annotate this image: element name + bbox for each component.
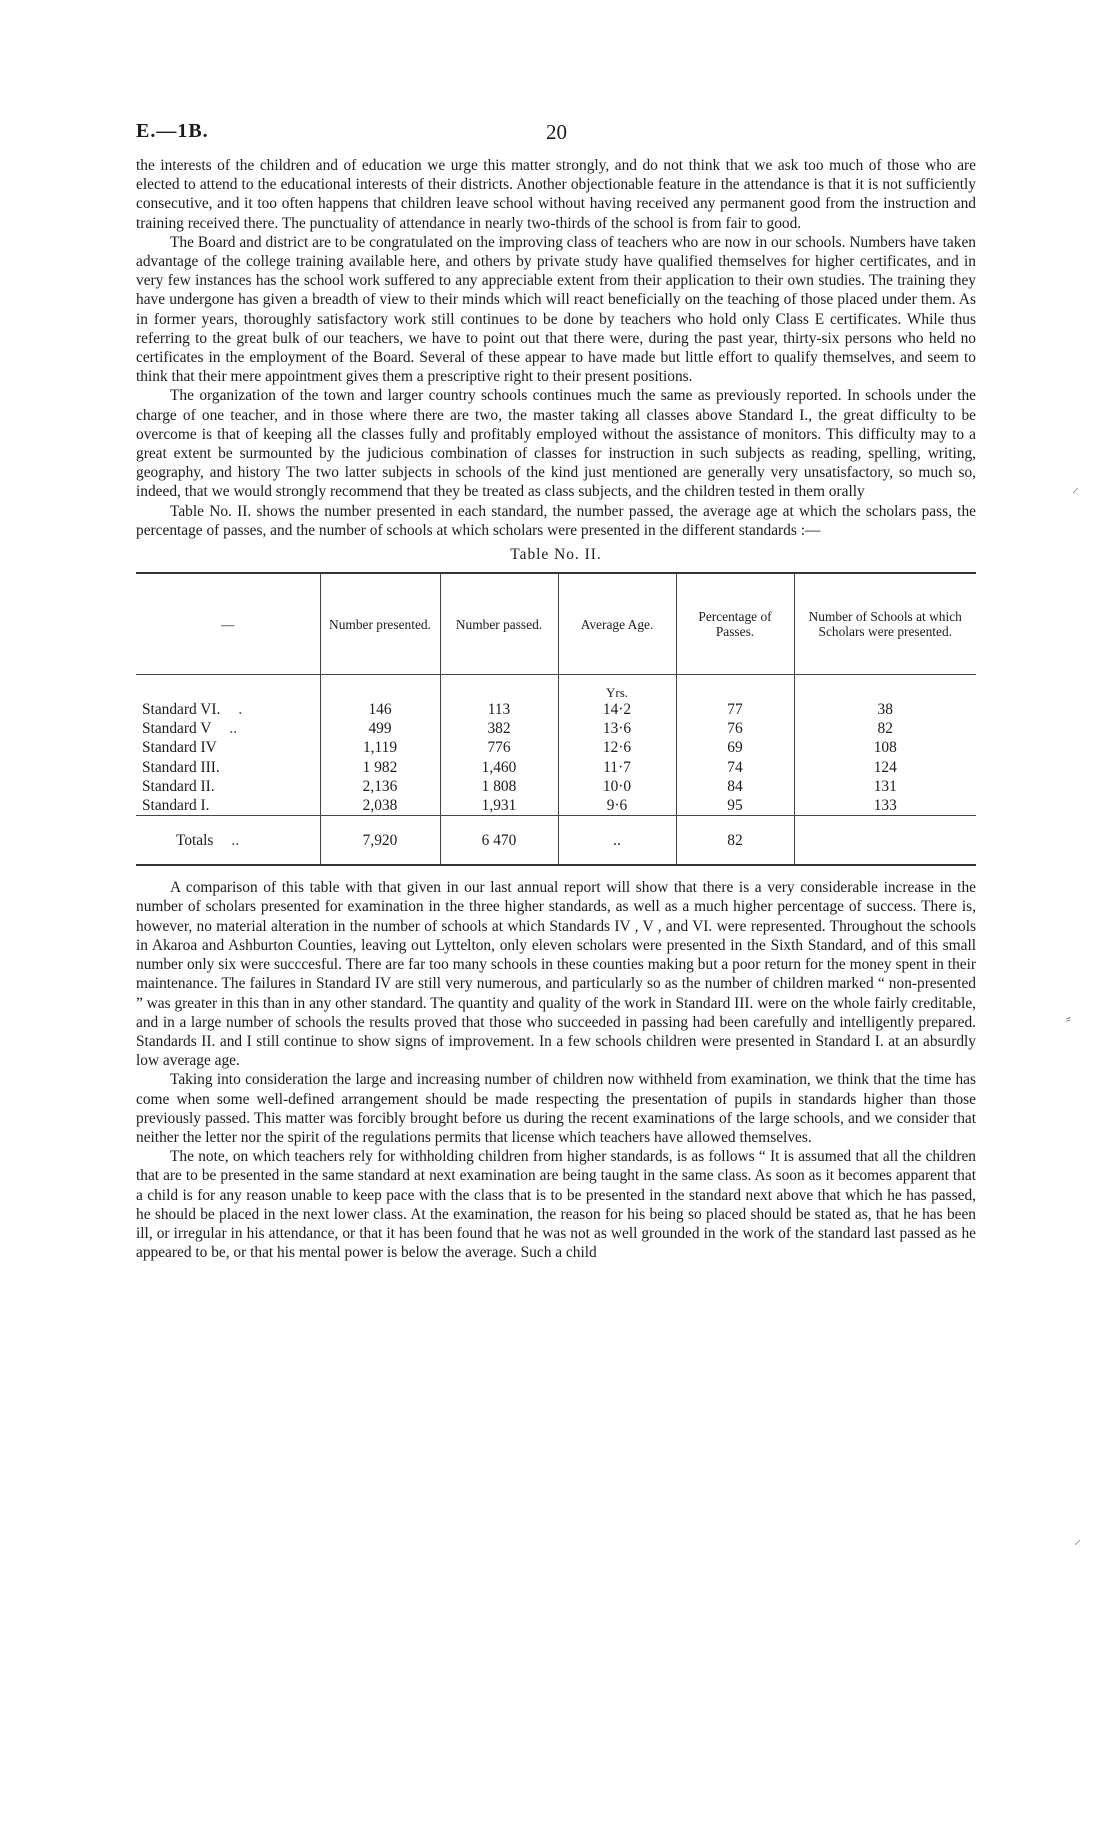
cell-passed: 1 808 <box>440 777 558 796</box>
total-schools <box>794 816 976 866</box>
header-passed: Number passed. <box>440 573 558 675</box>
paragraph: The organization of the town and larger country schools continues much the same as previously reported. In schools under the charge of one teacher, and in those where there are two, the master taking all classes above Standard I., the great difficulty to be overcome is that of keeping all the classes fully and profitably employed without the assistance of monitors. This difficulty may to a great extent be surmounted by the judicious combination of classes for instruction in such subjects as reading, spelling, writing, geography, and history The two latter subjects in schools of the kind just mentioned are generally very unsatisfactory, so much so, indeed, that we would strongly recommend that they be treated as class subjects, and the children tested in them orally <box>136 387 976 501</box>
cell-age: 11·7 <box>558 758 676 777</box>
cell-presented: 2,038 <box>320 796 440 816</box>
cell-percentage: 77 <box>676 700 794 719</box>
cell-presented: 499 <box>320 719 440 738</box>
page-number: 20 <box>546 120 567 144</box>
total-age: .. <box>558 816 676 866</box>
cell-schools: 133 <box>794 796 976 816</box>
cell-schools: 124 <box>794 758 976 777</box>
cell-age: 13·6 <box>558 719 676 738</box>
table-row <box>136 758 976 777</box>
cell-percentage: 76 <box>676 719 794 738</box>
cell-schools: 38 <box>794 700 976 719</box>
cell-passed: 1,460 <box>440 758 558 777</box>
cell-passed: 776 <box>440 738 558 757</box>
cell-passed: 1,931 <box>440 796 558 816</box>
cell-percentage: 84 <box>676 777 794 796</box>
cell-schools: 108 <box>794 738 976 757</box>
cell-age: 12·6 <box>558 738 676 757</box>
paragraph: the interests of the children and of education we urge this matter strongly, and do not think that we ask too much of those who are elected to attend to the educational interests of their districts. Another objectionable feature in the attendance is that it is not sufficiently consecutive, and it too often happens that children leave school without having received any permanent good from the instruction and training received there. The punctuality of attendance in nearly two-thirds of the school is from fair to good. <box>136 157 976 232</box>
standards-table <box>136 572 976 866</box>
age-unit: Yrs. <box>558 675 676 701</box>
margin-mark: ⸗ <box>1066 1011 1071 1027</box>
cell-presented: 2,136 <box>320 777 440 796</box>
table-row <box>136 777 976 796</box>
cell-age: 9·6 <box>558 796 676 816</box>
row-label: Standard I. <box>142 797 210 815</box>
row-label: Standard IV <box>142 739 217 757</box>
totals-label: Totals <box>176 831 214 849</box>
page-header <box>136 120 976 156</box>
cell-percentage: 74 <box>676 758 794 777</box>
header-blank: — <box>136 573 320 675</box>
row-label: Standard V <box>142 720 212 738</box>
paragraph: Taking into consideration the large and increasing number of children now withheld from examination, we think that the time has come when some well-defined arrangement should be made respecting the presentation of pupils in standards higher than those previously passed. This matter was forcibly brought before us during the recent examinations of the large schools, and we consider that neither the letter nor the spirit of the regulations permits that license which teachers have allowed themselves. <box>136 1071 976 1146</box>
row-label: Standard II. <box>142 777 215 795</box>
cell-age: 10·0 <box>558 777 676 796</box>
header-percentage: Percentage of Passes. <box>676 573 794 675</box>
header-schools: Number of Schools at which Scholars were presented. <box>794 573 976 675</box>
cell-percentage: 95 <box>676 796 794 816</box>
cell-schools: 82 <box>794 719 976 738</box>
cell-passed: 382 <box>440 719 558 738</box>
table-row <box>136 719 976 738</box>
total-percentage: 82 <box>676 816 794 866</box>
header-presented: Number presented. <box>320 573 440 675</box>
document-reference: E.—1B. <box>136 120 209 142</box>
unit-row <box>136 675 976 701</box>
paragraph: Table No. II. shows the number presented in each standard, the number passed, the average age at which the scholars pass, the percentage of passes, and the number of schools at which scholars were presented in the different standards :— <box>136 502 976 539</box>
leader-dots: .. <box>229 720 238 738</box>
leader-dots: . <box>238 701 243 719</box>
paragraph: The note, on which teachers rely for withholding children from higher standards, is as follows “ It is assumed that all the children that are to be presented in the same standard at next examination are being taught in the same class. As soon as it becomes apparent that a child is for any reason unable to keep pace with the class that is to be presented in the standard next above that which he has passed, he should be placed in the next lower class. At the examination, the reason for his being so placed should be stated as, that he has been ill, or irregular in his attendance, or that it has been found that he was not as well grounded in the work of the standard last passed as he appeared to be, or that his mental power is below the average. Such a child <box>136 1148 976 1262</box>
margin-mark: ⸝ <box>1074 1532 1081 1548</box>
total-passed: 6 470 <box>440 816 558 866</box>
margin-mark: ⸝ <box>1072 480 1079 496</box>
cell-passed: 113 <box>440 700 558 719</box>
table-header-row <box>136 573 976 675</box>
totals-row <box>136 816 976 866</box>
paragraph: The Board and district are to be congratulated on the improving class of teachers who are now in our schools. Numbers have taken advantage of the college training available here, and others by private study have qualified themselves for higher certificates, and in very few instances has the school work suffered to any appreciable extent from their application to their own studies. The training they have undergone has given a breadth of view to their minds which will react beneficially on the teaching of those placed under them. As in former years, thoroughly satisfactory work still continues to be done by teachers who hold only Class E certificates. While thus referring to the great bulk of our teachers, we have to point out that there were, during the past year, thirty-six persons who held no certificates in the employment of the Board. Several of these appear to have made but little effort to qualify themselves, and seem to think that their mere appointment gives them a prescriptive right to their present positions. <box>136 233 976 386</box>
table-row <box>136 796 976 816</box>
cell-presented: 1,119 <box>320 738 440 757</box>
table-row <box>136 700 976 719</box>
row-label: Standard III. <box>142 758 220 776</box>
leader-dots: .. <box>231 831 240 849</box>
table-row <box>136 738 976 757</box>
cell-percentage: 69 <box>676 738 794 757</box>
table-title: Table No. II. <box>510 546 602 564</box>
cell-presented: 146 <box>320 700 440 719</box>
cell-age: 14·2 <box>558 700 676 719</box>
cell-schools: 131 <box>794 777 976 796</box>
cell-presented: 1 982 <box>320 758 440 777</box>
document-page <box>136 120 976 1262</box>
total-presented: 7,920 <box>320 816 440 866</box>
row-label: Standard VI. <box>142 701 221 719</box>
header-average-age: Average Age. <box>558 573 676 675</box>
paragraph: A comparison of this table with that given in our last annual report will show that there is a very considerable increase in the number of scholars presented for examination in the three higher standards, as well as a much higher percentage of success. There is, however, no material alteration in the number of schools at which Standards IV , V , and VI. were represented. Throughout the schools in Akaroa and Ashburton Counties, leaving out Lyttelton, only eleven scholars were presented in the Sixth Standard, and of this small number only six were succcesful. There are far too many schools in these counties making but a poor return for the money spent in their maintenance. The failures in Standard IV are still very numerous, and particularly so as the number of children marked “ non-presented ” was greater in this than in any other standard. The quantity and quality of the work in Standard III. were on the whole fairly creditable, and in a large number of schools the results proved that those who succeeded in passing had been carefully and intelligently prepared. Standards II. and I still continue to show signs of improvement. In a few schools children were presented in Standard I. at an absurdly low average age. <box>136 879 976 1070</box>
